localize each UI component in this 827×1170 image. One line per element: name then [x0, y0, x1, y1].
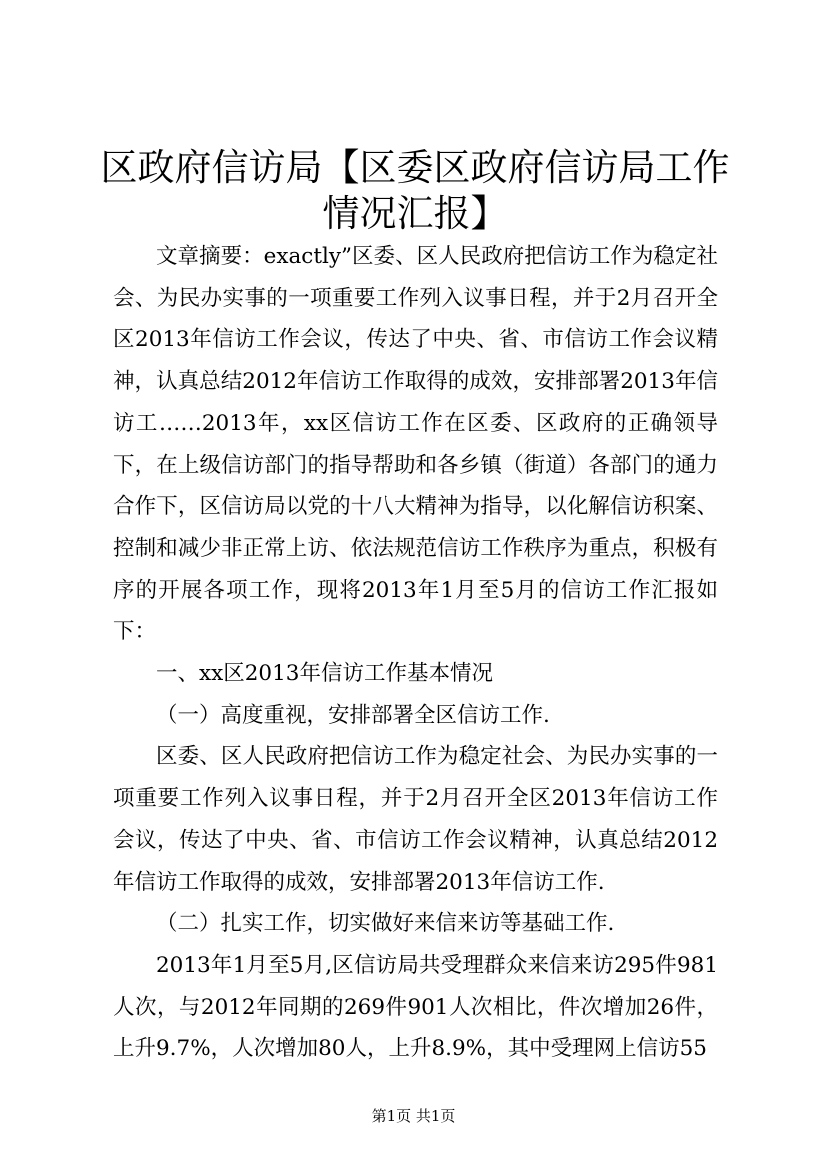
subsection-heading-1: （一）高度重视，安排部署全区信访工作.	[156, 702, 550, 728]
page-footer: 第1页 共1页	[371, 1107, 456, 1125]
abstract-paragraph: 文章摘要：exactly”区委、区人民政府把信访工作为稳定社会、为民办实事的一项重要工作列入议事日程，并于2月召开全区2013年信访工作会议，传达了中央、省、市信访工作会议精神，认真总结2012年信访工作取得的成效，安排部署2013年信访工……2013年，xx区信访工作在区委、区政府的正确领导下，在上级信访部门的指导帮助和各乡镇（街道）各部门的通力合作下，区信访局以党的十八大精神为指导，以化解信访积案、控制和减少非正常上访、依法规范信访工作秩序为重点，积极有序的开展各项工作，现将2013年1月至5月的信访工作汇报如下：	[113, 244, 718, 645]
body-paragraph: 2013年1月至5月,区信访局共受理群众来信来访295件981人次，与2012年同期的269件901人次相比，件次增加26件，上升9.7%，人次增加80人，上升8.9%，其中受理网上信访55	[113, 952, 718, 1062]
section-heading-1: 一、xx区2013年信访工作基本情况	[156, 661, 493, 687]
body-paragraph: 区委、区人民政府把信访工作为稳定社会、为民办实事的一项重要工作列入议事日程，并于2月召开全区2013年信访工作会议，传达了中央、省、市信访工作会议精神，认真总结2012年信访工作取得的成效，安排部署2013年信访工作.	[113, 744, 718, 895]
subsection-heading-2: （二）扎实工作，切实做好来信来访等基础工作.	[156, 911, 615, 937]
document-title: 区政府信访局【区委区政府信访局工作情况汇报】	[100, 146, 730, 235]
document-body	[113, 236, 718, 1070]
